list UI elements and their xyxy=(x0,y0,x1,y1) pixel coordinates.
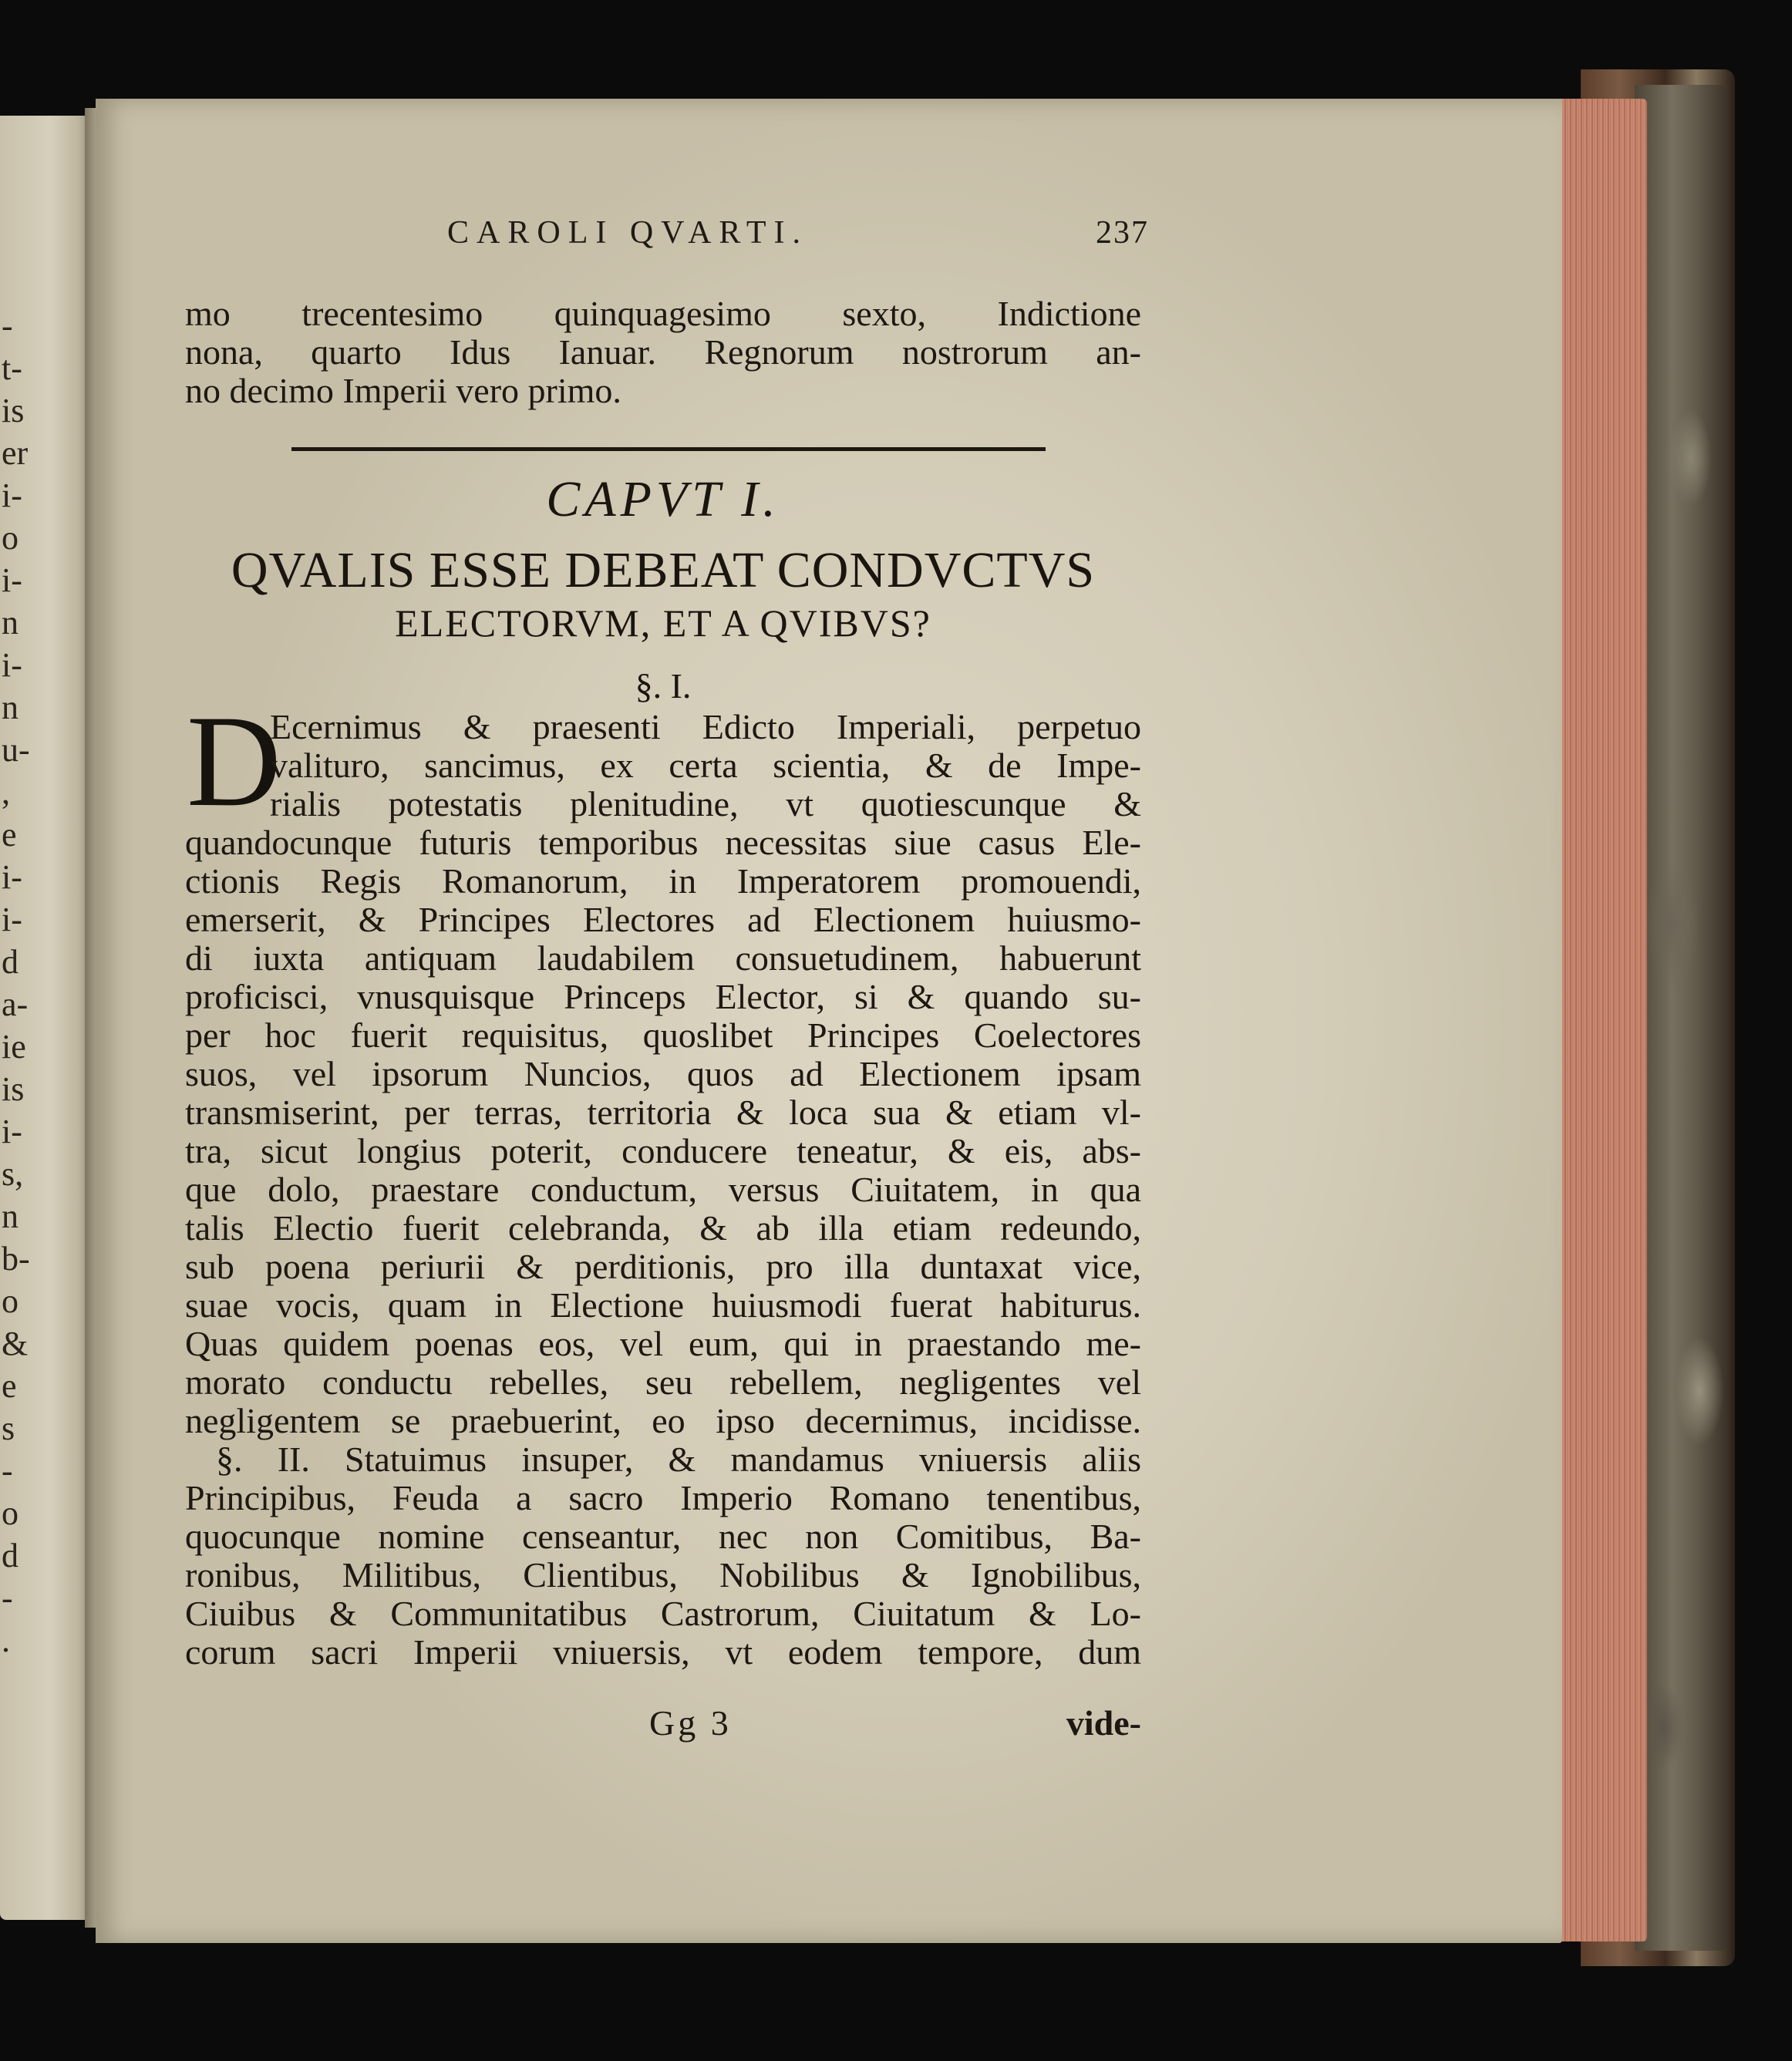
intro-paragraph xyxy=(185,295,1141,410)
text-line: Principibus, Feuda a sacro Imperio Romano tenentibus, xyxy=(185,1478,1141,1517)
text-line: rialis potestatis plenitudine, vt quotiescunque & xyxy=(270,784,1141,823)
text-line: quandocunque futuris temporibus necessitas siue casus Ele- xyxy=(185,823,1141,862)
left-fragment: ie xyxy=(2,1028,26,1066)
left-fragment: o xyxy=(2,519,19,557)
text-line: no decimo Imperii vero primo. xyxy=(185,371,621,410)
left-fragment: n xyxy=(2,604,19,642)
left-fragment: i- xyxy=(2,477,22,514)
marbled-cover xyxy=(1635,85,1727,1951)
body-text xyxy=(185,708,1141,1672)
text-line: ctionis Regis Romanorum, in Imperatorem promouendi, xyxy=(185,861,1141,901)
left-fragment: e xyxy=(2,816,17,854)
text-line: proficisci, vnusquisque Princeps Elector, si & quando su- xyxy=(185,977,1141,1016)
left-fragment: er xyxy=(2,434,29,472)
left-fragment: u- xyxy=(2,731,30,769)
left-fragment: a- xyxy=(2,985,29,1023)
left-fragment: & xyxy=(2,1325,29,1362)
text-line: suos, vel ipsorum Nuncios, quos ad Electionem ipsam xyxy=(185,1054,1141,1093)
text-line: per hoc fuerit requisitus, quoslibet Principes Coelectores xyxy=(185,1015,1141,1055)
drop-cap: D xyxy=(187,689,281,833)
text-line: Quas quidem poenas eos, vel eum, qui in praestando me- xyxy=(185,1324,1141,1363)
text-line: suae vocis, quam in Electione huiusmodi fuerat habiturus. xyxy=(185,1285,1141,1325)
page-footer xyxy=(185,1702,1141,1746)
text-line: transmiserint, per terras, territoria & loca sua & etiam vl- xyxy=(185,1093,1141,1132)
left-fragment: is xyxy=(2,1070,25,1108)
left-fragment: o xyxy=(2,1494,19,1532)
text-line: Ciuibus & Communitatibus Castrorum, Ciuitatum & Lo- xyxy=(185,1594,1141,1633)
left-fragment: , xyxy=(2,773,10,811)
text-line: valituro, sancimus, ex certa scientia, & de Impe- xyxy=(270,746,1141,785)
red-page-edges xyxy=(1556,99,1647,1941)
text-line: emerserit, & Principes Electores ad Electionem huiusmo- xyxy=(185,900,1141,939)
left-fragment: - xyxy=(2,1579,13,1617)
left-fragment: is xyxy=(2,392,25,429)
text-line: Ecernimus & praesenti Edicto Imperiali, perpetuo xyxy=(270,707,1141,746)
left-fragment: i- xyxy=(2,646,22,684)
text-line: §. II. Statuimus insuper, & mandamus vniuersis aliis xyxy=(216,1440,1141,1479)
running-title: CAROLI QVARTI. xyxy=(447,215,809,251)
signature-mark: Gg 3 xyxy=(649,1703,732,1743)
left-fragment: i- xyxy=(2,1113,22,1150)
left-fragment: n xyxy=(2,1197,19,1235)
text-line: corum sacri Imperii vniuersis, vt eodem tempore, dum xyxy=(185,1632,1141,1672)
left-fragment: i- xyxy=(2,858,22,896)
left-fragment: e xyxy=(2,1367,17,1405)
text-line: quocunque nomine censeantur, nec non Comitibus, Ba- xyxy=(185,1517,1141,1556)
left-fragment: d xyxy=(2,943,19,981)
horizontal-rule xyxy=(291,447,1046,451)
running-head xyxy=(447,214,1149,261)
left-fragment: i- xyxy=(2,561,22,599)
text-line: tra, sicut longius poterit, conducere teneatur, & eis, abs- xyxy=(185,1131,1141,1170)
text-line: di iuxta antiquam laudabilem consuetudinem, habuerunt xyxy=(185,938,1141,978)
text-line: sub poena periurii & perditionis, pro illa duntaxat vice, xyxy=(185,1247,1141,1286)
left-fragment: - xyxy=(2,307,13,345)
left-fragment: i- xyxy=(2,901,22,938)
chapter-title: CAPVT I. xyxy=(546,471,780,527)
text-line: negligentem se praebuerint, eo ipso decernimus, incidisse. xyxy=(185,1401,1141,1440)
chapter-heading-line-1: QVALIS ESSE DEBEAT CONDVCTVS xyxy=(231,542,1096,598)
left-fragment: b- xyxy=(2,1240,30,1278)
left-page-text-fragments xyxy=(0,305,31,1662)
left-fragment: t- xyxy=(2,349,22,387)
chapter-heading-line-2: ELECTORVM, ET A QVIBVS? xyxy=(395,601,931,645)
catchword: vide- xyxy=(1066,1703,1141,1743)
left-fragment: o xyxy=(2,1282,19,1320)
left-fragment: . xyxy=(2,1622,10,1659)
text-line: nona, quarto Idus Ianuar. Regnorum nostrorum an- xyxy=(185,332,1141,372)
left-fragment: d xyxy=(2,1537,19,1574)
left-fragment: - xyxy=(2,1452,13,1490)
text-line: talis Electio fuerit celebranda, & ab illa etiam redeundo, xyxy=(185,1208,1141,1248)
text-line: morato conductu rebelles, seu rebellem, negligentes vel xyxy=(185,1362,1141,1402)
left-fragment: s xyxy=(2,1409,15,1447)
text-line: que dolo, praestare conductum, versus Ciuitatem, in qua xyxy=(185,1170,1141,1209)
page-number: 237 xyxy=(1096,215,1149,251)
left-fragment: s, xyxy=(2,1155,24,1193)
text-line: mo trecentesimo quinquagesimo sexto, Indictione xyxy=(185,294,1141,333)
section-mark: §. I. xyxy=(635,666,692,706)
text-line: ronibus, Militibus, Clientibus, Nobilibus & Ignobilibus, xyxy=(185,1555,1141,1595)
left-fragment: n xyxy=(2,689,19,726)
